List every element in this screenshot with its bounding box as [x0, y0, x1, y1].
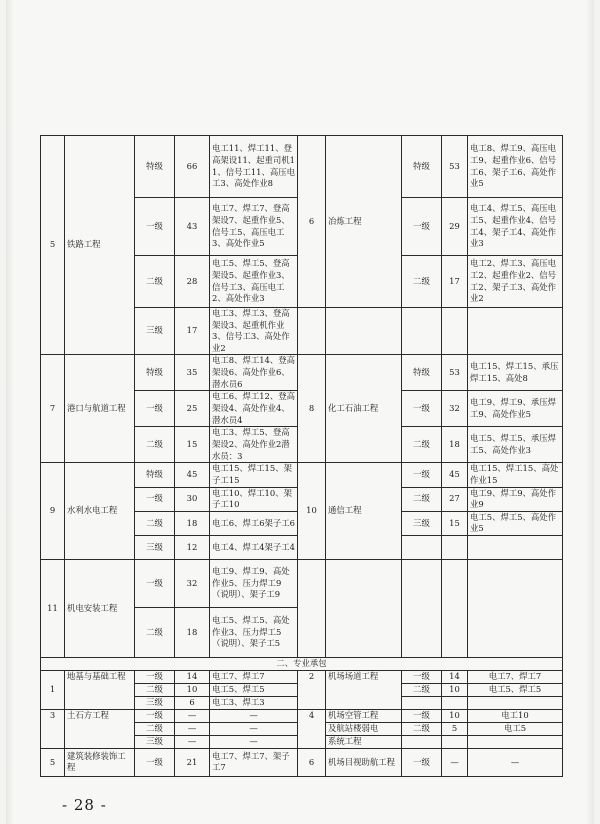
- table-row: [41, 463, 563, 487]
- staff-detail: 电工4、焊工5、高压电工5、起重作业4、信号工4、架子工4、高处作业3: [468, 198, 563, 256]
- empty-cell: [468, 696, 563, 709]
- table-row: [41, 670, 563, 683]
- staff-total: 43: [175, 198, 210, 256]
- empty-cell: [298, 559, 326, 657]
- table-row: [41, 709, 563, 722]
- grade: 三级: [402, 511, 442, 535]
- grade: 一级: [135, 748, 175, 776]
- staff-detail: —: [210, 709, 298, 722]
- staff-detail: 电工5、焊工5: [468, 683, 563, 696]
- empty-cell: [442, 308, 468, 355]
- empty-cell: [468, 308, 563, 355]
- staff-total: 27: [442, 487, 468, 511]
- staff-total: 32: [175, 559, 210, 607]
- grade: 二级: [135, 256, 175, 308]
- staff-total: 45: [442, 463, 468, 487]
- staff-total: 25: [175, 391, 210, 427]
- staff-total: 6: [175, 696, 210, 709]
- grade: 二级: [402, 487, 442, 511]
- staff-detail: —: [468, 748, 563, 776]
- project-type: 机场目视助航工程: [326, 748, 402, 776]
- table-row: [41, 748, 563, 776]
- staff-total: —: [175, 709, 210, 722]
- empty-cell: [442, 735, 468, 748]
- staff-total: 53: [442, 136, 468, 198]
- table-row: [41, 559, 563, 607]
- staff-detail: 电工5、焊工5、承压焊工5、高处作业3: [468, 427, 563, 463]
- empty-cell: [402, 735, 442, 748]
- staff-detail: 电工5、焊工5、登高架设5、起重作业3、信号工3、高压电工2、高处作业3: [210, 256, 298, 308]
- staff-detail: 电工6、焊工6架子工6: [210, 511, 298, 535]
- grade: 一级: [402, 391, 442, 427]
- project-type: 化工石油工程: [326, 355, 402, 463]
- grade: 特级: [402, 136, 442, 198]
- staff-detail: 电工10、焊工10、架子工10: [210, 487, 298, 511]
- empty-cell: [298, 308, 326, 355]
- staff-detail: 电工15、焊工15、承压焊工15、高处8: [468, 355, 563, 391]
- staff-detail: 电工9、焊工9、高处作业5、压力焊工9（说明）、架子工9: [210, 559, 298, 607]
- grade: 特级: [135, 355, 175, 391]
- staff-detail: 电工5、焊工5: [210, 683, 298, 696]
- project-type: 机电安装工程: [65, 559, 135, 657]
- grade: 特级: [135, 136, 175, 198]
- grade: 一级: [135, 391, 175, 427]
- staff-total: —: [175, 735, 210, 748]
- staff-detail: —: [210, 735, 298, 748]
- table-row: [41, 657, 563, 670]
- staff-detail: 电工7、焊工7: [210, 670, 298, 683]
- staff-detail: 电工2、焊工3、高压电工2、起重作业2、信号工2、架子工3、高处作业2: [468, 256, 563, 308]
- staff-total: 14: [175, 670, 210, 683]
- staff-total: 53: [442, 355, 468, 391]
- item-number: 11: [41, 559, 65, 657]
- staff-total: —: [175, 722, 210, 735]
- project-type: 铁路工程: [65, 136, 135, 355]
- item-number: 9: [41, 463, 65, 560]
- grade: 一级: [402, 198, 442, 256]
- item-number: 6: [298, 748, 326, 776]
- table-row: [41, 355, 563, 391]
- staff-total: 18: [175, 511, 210, 535]
- staff-detail: 电工15、焊工15、高处作业15: [468, 463, 563, 487]
- project-type: 港口与航道工程: [65, 355, 135, 463]
- project-type: 机场空管工程: [326, 709, 402, 722]
- staff-detail: 电工3、焊工3: [210, 696, 298, 709]
- item-number: 1: [41, 670, 65, 709]
- staff-detail: 电工9、焊工9、承压焊工9、高处作业5: [468, 391, 563, 427]
- staff-total: 21: [175, 748, 210, 776]
- item-number: 7: [41, 355, 65, 463]
- staff-total: 29: [442, 198, 468, 256]
- section-title: 二、专业承包: [41, 657, 563, 670]
- grade: 二级: [135, 607, 175, 657]
- staff-total: 32: [442, 391, 468, 427]
- grade: 二级: [135, 511, 175, 535]
- staff-total: 10: [442, 709, 468, 722]
- staff-detail: 电工3、焊工3、登高架设3、起重机作业3、信号工3、高处作业2: [210, 308, 298, 355]
- project-type: 建筑装修装饰工程: [65, 748, 135, 776]
- page-number: - 28 -: [62, 796, 107, 814]
- grade: 特级: [135, 463, 175, 487]
- project-type: 土石方工程: [65, 709, 135, 748]
- staff-detail: 电工3、焊工5、登高架设2、高处作业2潜水员：3: [210, 427, 298, 463]
- staff-detail: 电工7、焊工7、架子工7: [210, 748, 298, 776]
- staff-detail: 电工5、焊工5、高处作业3、压力焊工5（说明）、架子工5: [210, 607, 298, 657]
- grade: 二级: [135, 683, 175, 696]
- grade: 一级: [135, 198, 175, 256]
- staff-total: 66: [175, 136, 210, 198]
- grade: 二级: [402, 683, 442, 696]
- grade: 三级: [135, 696, 175, 709]
- grade: 一级: [402, 463, 442, 487]
- empty-cell: [468, 559, 563, 657]
- staff-detail: —: [210, 722, 298, 735]
- staff-detail: 电工6、焊工12、登高架设4、高处作业4、潜水员4: [210, 391, 298, 427]
- grade: 一级: [135, 559, 175, 607]
- project-type: 通信工程: [326, 463, 402, 560]
- project-type-continued: 及航站楼弱电: [326, 722, 402, 735]
- empty-cell: [442, 559, 468, 657]
- grade: 二级: [402, 427, 442, 463]
- staff-total: 5: [442, 722, 468, 735]
- staff-detail: 电工10: [468, 709, 563, 722]
- item-number: 4: [298, 709, 326, 748]
- project-type: 水利水电工程: [65, 463, 135, 560]
- grade: 三级: [135, 735, 175, 748]
- item-number: 8: [298, 355, 326, 463]
- grade: 三级: [135, 308, 175, 355]
- staff-detail: 电工7、焊工7、登高架设7、起重作业5、信号工5、高压电工3、高处作业5: [210, 198, 298, 256]
- grade: 二级: [402, 722, 442, 735]
- empty-cell: [442, 696, 468, 709]
- grade: 二级: [135, 427, 175, 463]
- staff-total: 28: [175, 256, 210, 308]
- staff-total: 30: [175, 487, 210, 511]
- staff-total: 17: [442, 256, 468, 308]
- qualification-staff-table: [40, 135, 563, 777]
- staff-total: 15: [175, 427, 210, 463]
- staff-total: 18: [175, 607, 210, 657]
- staff-detail: 电工7、焊工7: [468, 670, 563, 683]
- project-type: 地基与基础工程: [65, 670, 135, 709]
- staff-total: 18: [442, 427, 468, 463]
- item-number: 10: [298, 463, 326, 560]
- grade: 一级: [402, 670, 442, 683]
- project-type: 冶炼工程: [326, 136, 402, 308]
- staff-detail: 电工5、焊工5、高处作业5: [468, 511, 563, 535]
- item-number: 2: [298, 670, 326, 709]
- grade: 二级: [402, 256, 442, 308]
- staff-total: 10: [442, 683, 468, 696]
- staff-total: —: [442, 748, 468, 776]
- empty-cell: [468, 735, 563, 748]
- grade: 一级: [402, 748, 442, 776]
- empty-cell: [326, 559, 402, 657]
- table-row: [41, 136, 563, 198]
- item-number: 3: [41, 709, 65, 748]
- empty-cell: [402, 535, 442, 559]
- grade: 三级: [135, 535, 175, 559]
- grade: 二级: [135, 722, 175, 735]
- staff-total: 14: [442, 670, 468, 683]
- empty-cell: [402, 559, 442, 657]
- staff-total: 17: [175, 308, 210, 355]
- staff-total: 12: [175, 535, 210, 559]
- staff-detail: 电工5: [468, 722, 563, 735]
- staff-detail: 电工8、焊工9、高压电工9、起重作业6、信号工6、架子工6、高处作业5: [468, 136, 563, 198]
- item-number: 5: [41, 748, 65, 776]
- grade: 一级: [135, 670, 175, 683]
- staff-total: 15: [442, 511, 468, 535]
- empty-cell: [402, 696, 442, 709]
- empty-cell: [402, 308, 442, 355]
- grade: 特级: [402, 355, 442, 391]
- grade: 一级: [402, 709, 442, 722]
- grade: 一级: [135, 487, 175, 511]
- item-number: 6: [298, 136, 326, 308]
- empty-cell: [326, 308, 402, 355]
- staff-detail: 电工9、焊工9、高处作业9: [468, 487, 563, 511]
- staff-detail: 电工4、焊工4架子工4: [210, 535, 298, 559]
- item-number: 5: [41, 136, 65, 355]
- project-type: 机场场道工程: [326, 670, 402, 709]
- staff-detail: 电工15、焊工15、架子工15: [210, 463, 298, 487]
- empty-cell: [468, 535, 563, 559]
- empty-cell: [442, 535, 468, 559]
- staff-total: 45: [175, 463, 210, 487]
- staff-detail: 电工11、焊工11、登高架设11、起重司机11、信号工11、高压电工3、高处作业8: [210, 136, 298, 198]
- staff-detail: 电工8、焊工14、登高架设6、高处作业6、潜水员6: [210, 355, 298, 391]
- staff-total: 35: [175, 355, 210, 391]
- staff-total: 10: [175, 683, 210, 696]
- grade: 一级: [135, 709, 175, 722]
- project-type-continued: 系统工程: [326, 735, 402, 748]
